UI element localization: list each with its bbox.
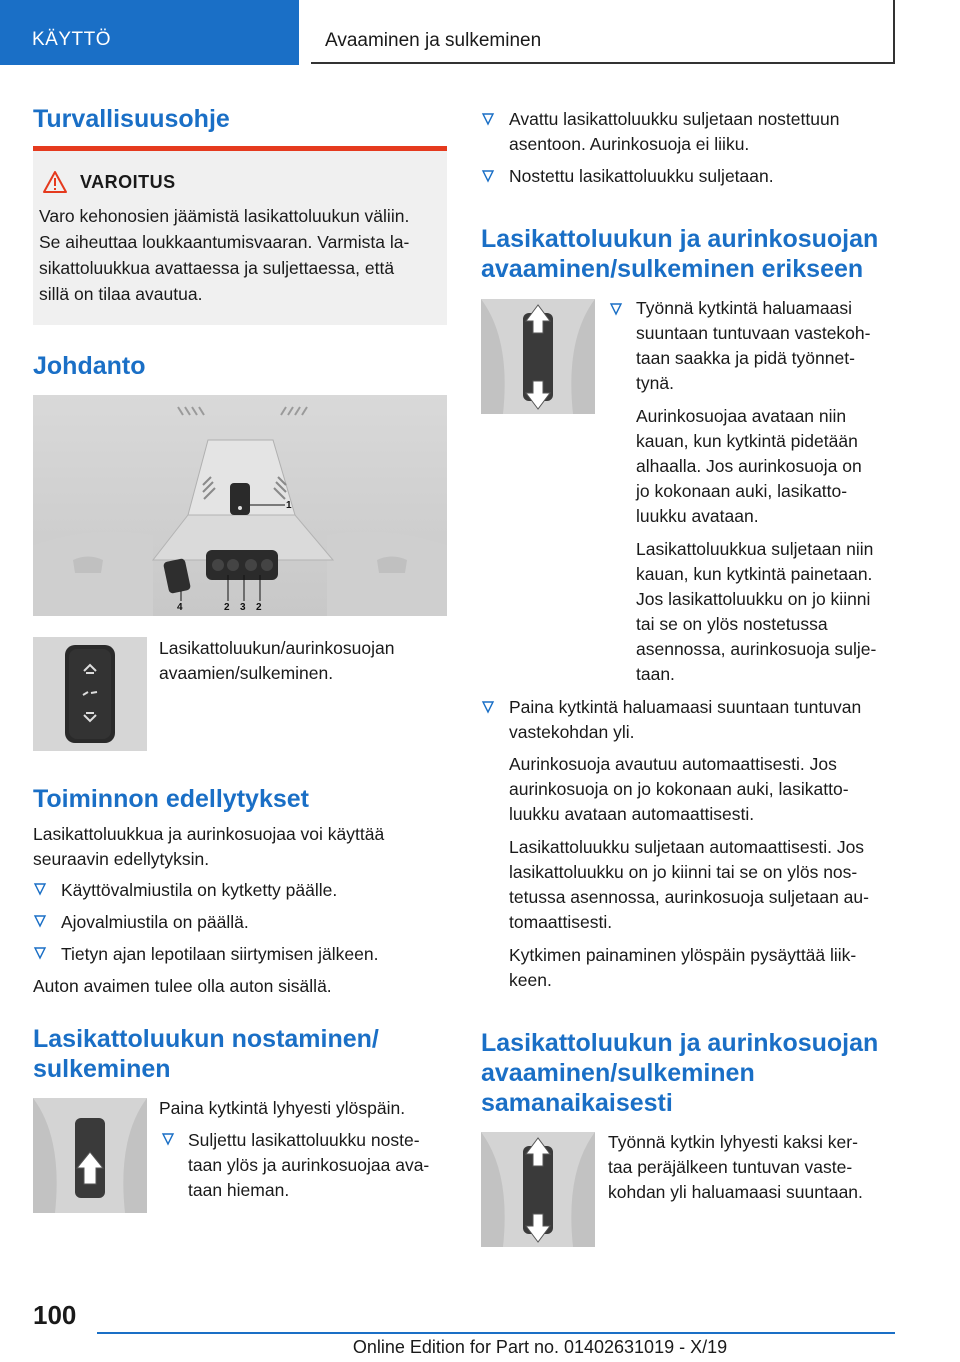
- requirement-item: Käyttövalmiustila on kytketty päälle.: [61, 880, 338, 900]
- callout-1: 1: [286, 500, 292, 511]
- warning-line: Se aiheuttaa loukkaantumisvaaran. Varmista la-: [39, 232, 410, 252]
- section-tab: [0, 0, 299, 65]
- chapter-title: Avaaminen ja sulkeminen: [325, 30, 542, 51]
- together-heading-line: Lasikattoluukun ja aurinkosuojan: [481, 1029, 879, 1057]
- together-text-line: kohdan yli haluamaasi suuntaan.: [608, 1182, 863, 1202]
- bullet-triangle-icon: [161, 1132, 175, 1146]
- separate-para-line: kauan, kun kytkintä pidetään: [636, 431, 858, 451]
- switch-updown-image: [481, 299, 595, 414]
- raise-bullet-line: Avattu lasikattoluukku suljetaan nostettuun: [509, 109, 840, 129]
- raise-bullet-line: taan ylös ja aurinkosuojaa ava-: [188, 1155, 430, 1175]
- separate-para-line: Kytkimen painaminen ylöspäin pysäyttää liik-: [509, 945, 857, 965]
- separate-para-line: Aurinkosuojaa avataan niin: [636, 406, 847, 426]
- separate-para-line: Lasikattoluukku suljetaan automaattisesti. Jos: [509, 837, 865, 857]
- raise-bullet-line: taan hieman.: [188, 1180, 290, 1200]
- separate-para-line: lasikattoluukku on jo kiinni tai se on ylös nos-: [509, 862, 858, 882]
- separate-para-line: tetussa asennossa, aurinkosuoja suljetaan au-: [509, 887, 869, 907]
- callout-2a: 2: [224, 602, 230, 613]
- separate-bullet-line: suuntaan tuntuvaan vastekoh-: [636, 323, 871, 343]
- separate-para-line: luukku avataan.: [636, 506, 759, 526]
- safety-heading: Turvallisuusohje: [33, 105, 230, 133]
- requirements-note: Auton avaimen tulee olla auton sisällä.: [33, 976, 332, 996]
- separate-para-line: Jos lasikattoluukku on jo kiinni: [636, 589, 871, 609]
- separate-heading-line: avaaminen/sulkeminen erikseen: [481, 255, 864, 283]
- together-text-line: taa peräjälkeen tuntuvan vaste-: [608, 1157, 853, 1177]
- separate-para-line: aurinkosuoja on jo kokonaan auki, lasikatto-: [509, 779, 849, 799]
- requirements-intro-line: seuraavin edellytyksin.: [33, 849, 210, 869]
- separate-para-line: kauan, kun kytkintä painetaan.: [636, 564, 873, 584]
- requirement-item: Tietyn ajan lepotilaan siirtymisen jälkeen.: [61, 944, 379, 964]
- bullet-triangle-icon: [33, 882, 47, 896]
- bullet-triangle-icon: [33, 914, 47, 928]
- warning-line: sikattoluukkua avattaessa ja suljettaessa, että: [39, 258, 395, 278]
- warning-line: Varo kehonosien jäämistä lasikattoluukun väliin.: [39, 206, 410, 226]
- switch-double-press-image: [481, 1132, 595, 1247]
- page-number: 100: [33, 1300, 77, 1330]
- raise-heading-line: Lasikattoluukun nostaminen/: [33, 1025, 379, 1053]
- separate-para-line: Aurinkosuoja avautuu automaattisesti. Jos: [509, 754, 837, 774]
- bullet-triangle-icon: [609, 302, 623, 316]
- requirement-item: Ajovalmiustila on päällä.: [61, 912, 249, 932]
- separate-para-line: alhaalla. Jos aurinkosuoja on: [636, 456, 862, 476]
- bullet-triangle-icon: [481, 700, 495, 714]
- footer-rule: [97, 1332, 895, 1334]
- separate-para-line: Lasikattoluukkua suljetaan niin: [636, 539, 874, 559]
- separate-para-line: tomaattisesti.: [509, 912, 613, 932]
- requirements-intro-line: Lasikattoluukkua ja aurinkosuojaa voi käyttää: [33, 824, 385, 844]
- warning-title: VAROITUS: [80, 172, 176, 192]
- separate-para-line: jo kokonaan auki, lasikatto-: [636, 481, 848, 501]
- intro-heading: Johdanto: [33, 352, 146, 380]
- separate-bullet-line: Paina kytkintä haluamaasi suuntaan tuntuvan: [509, 697, 862, 717]
- callout-3: 3: [240, 602, 246, 613]
- bullet-triangle-icon: [33, 946, 47, 960]
- section-label: KÄYTTÖ: [32, 29, 112, 50]
- bullet-triangle-icon: [481, 112, 495, 126]
- raise-instruction: Paina kytkintä lyhyesti ylöspäin.: [159, 1098, 406, 1118]
- separate-heading-line: Lasikattoluukun ja aurinkosuojan: [481, 225, 879, 253]
- raise-bullet-line: asentoon. Aurinkosuoja ei liiku.: [509, 134, 750, 154]
- switch-closeup-image: [33, 637, 147, 751]
- warning-line: sillä on tilaa avautua.: [39, 284, 203, 304]
- requirements-heading: Toiminnon edellytykset: [33, 785, 309, 813]
- raise-heading-line: sulkeminen: [33, 1055, 171, 1083]
- separate-para-line: keen.: [509, 970, 552, 990]
- separate-para-line: taan.: [636, 664, 675, 684]
- raise-bullet-line: Suljettu lasikattoluukku noste-: [188, 1130, 420, 1150]
- image-caption-line: Lasikattoluukun/aurinkosuojan: [159, 638, 395, 658]
- overhead-console-image: [33, 395, 447, 616]
- switch-up-image: [33, 1098, 147, 1213]
- separate-bullet-line: vastekohdan yli.: [509, 722, 635, 742]
- together-text-line: Työnnä kytkin lyhyesti kaksi ker-: [608, 1132, 858, 1152]
- separate-bullet-line: taan saakka ja pidä työnnet-: [636, 348, 855, 368]
- together-heading-line: avaaminen/sulkeminen: [481, 1059, 755, 1087]
- raise-bullet-line: Nostettu lasikattoluukku suljetaan.: [509, 166, 774, 186]
- footer-edition: Online Edition for Part no. 01402631019 - X/19: [352, 1337, 728, 1357]
- callout-4: 4: [177, 602, 183, 613]
- image-caption-line: avaamien/sulkeminen.: [159, 663, 334, 683]
- warning-triangle-icon: [42, 170, 68, 194]
- chapter-header: [311, 0, 895, 64]
- bullet-triangle-icon: [481, 169, 495, 183]
- together-heading-line: samanaikaisesti: [481, 1089, 673, 1117]
- separate-bullet-line: Työnnä kytkintä haluamaasi: [636, 298, 852, 318]
- separate-para-line: luukku avataan automaattisesti.: [509, 804, 755, 824]
- callout-2b: 2: [256, 602, 262, 613]
- separate-bullet-line: tynä.: [636, 373, 674, 393]
- separate-para-line: tai se on ylös nostetussa: [636, 614, 828, 634]
- separate-para-line: asennossa, aurinkosuoja sulje-: [636, 639, 877, 659]
